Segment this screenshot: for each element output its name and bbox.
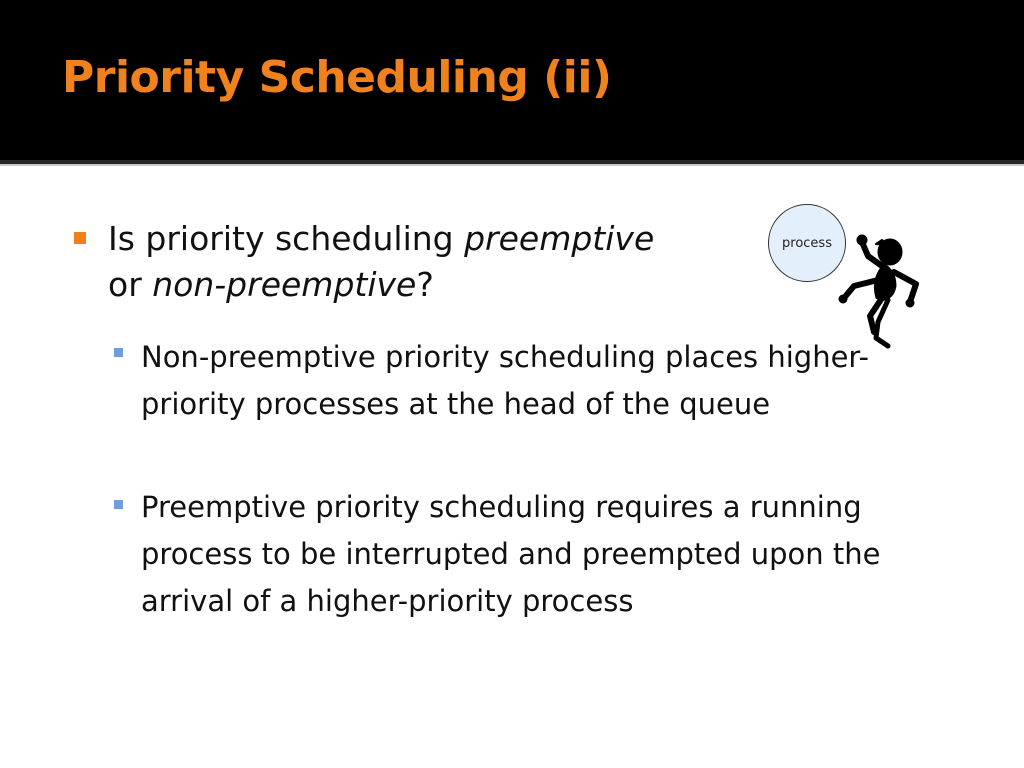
question-term-preemptive: preemptive	[464, 219, 655, 258]
bullet-marker	[74, 232, 86, 244]
process-label: process	[782, 235, 832, 251]
question-text-1: Is priority scheduling	[108, 219, 465, 258]
slide-title: Priority Scheduling (ii)	[62, 52, 612, 103]
sub-bullet-marker	[114, 500, 123, 509]
title-bar	[0, 0, 1024, 160]
question-text-2: or	[108, 265, 153, 304]
bullet-question	[108, 216, 788, 308]
question-term-non-preemptive: non-preemptive	[152, 265, 417, 304]
sub-bullet-non-preemptive: Non-preemptive priority scheduling places higher-priority processes at the head of the queue	[141, 340, 869, 421]
sub-bullet-marker	[114, 348, 123, 357]
sub-bullet-preemptive: Preemptive priority scheduling requires a running process to be interrupted and preempted upon the arrival of a higher-priority process	[141, 490, 881, 618]
dancing-stick-figure-icon	[832, 228, 928, 352]
header-divider-highlight	[0, 164, 1024, 166]
question-mark: ?	[416, 265, 434, 304]
